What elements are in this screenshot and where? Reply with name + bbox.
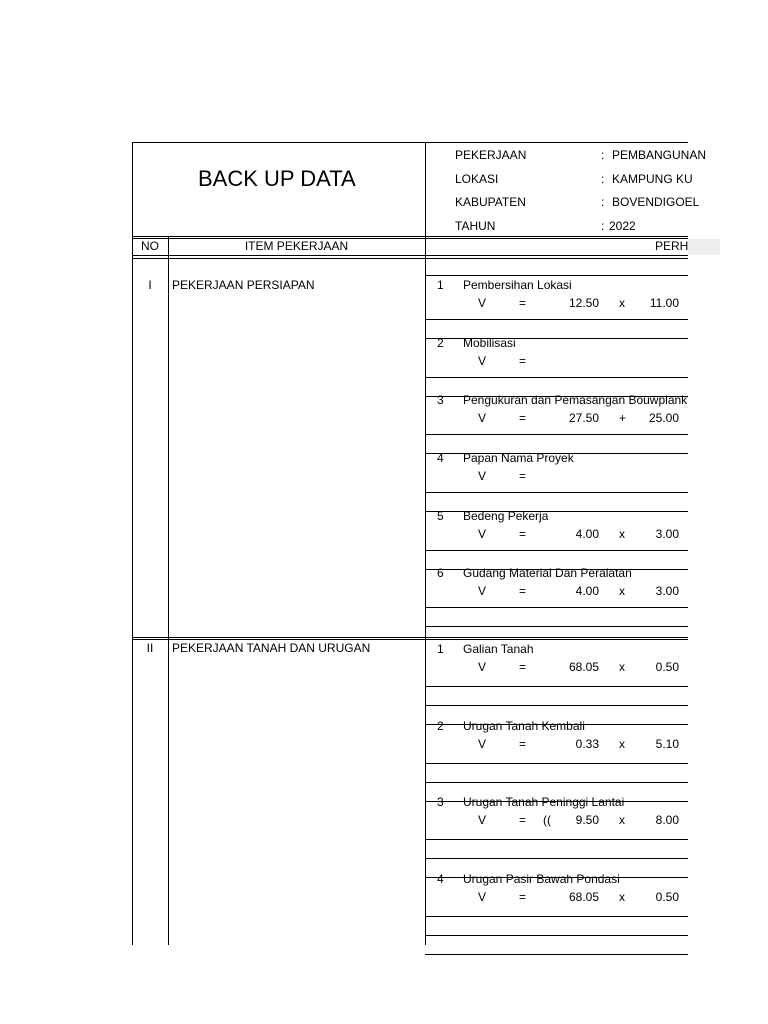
volume-symbol: V — [478, 660, 487, 674]
operator: x — [619, 527, 625, 541]
calc-row-line — [425, 858, 688, 859]
item-number: 2 — [437, 336, 444, 350]
calc-row-line — [425, 607, 688, 608]
info-sep: : — [601, 172, 605, 186]
column-header-no: NO — [141, 239, 159, 253]
info-value: 2022 — [609, 219, 636, 233]
table-border-top — [132, 142, 688, 143]
calc-row-line — [425, 916, 688, 917]
calc-row-line — [425, 275, 688, 276]
equals-sign: = — [519, 354, 527, 368]
volume-symbol: V — [478, 890, 487, 904]
column-divider-no — [168, 237, 169, 945]
info-value: BOVENDIGOEL — [612, 195, 700, 209]
item-name: Urugan Pasir Bawah Pondasi — [463, 872, 620, 886]
column-header-item: ITEM PEKERJAAN — [244, 239, 349, 253]
section-divider — [132, 637, 688, 638]
calc-row-line — [425, 434, 688, 435]
page-title: BACK UP DATA — [198, 166, 356, 191]
item-name: Mobilisasi — [463, 336, 516, 350]
calc-row-line — [425, 686, 688, 687]
item-number: 1 — [437, 642, 444, 656]
header-shade — [688, 239, 720, 255]
operator: x — [619, 584, 625, 598]
equals-sign: = — [519, 411, 527, 425]
equals-sign: = — [519, 469, 527, 483]
table-border-left — [132, 142, 133, 945]
column-header-bottom-line-2 — [132, 258, 688, 259]
item-name: Gudang Material Dan Peralatan — [463, 566, 632, 580]
info-label: KABUPATEN — [455, 195, 526, 209]
value-a: 9.50 — [575, 813, 599, 827]
calc-row-line — [425, 705, 688, 706]
volume-symbol: V — [478, 469, 487, 483]
calc-row-line — [425, 319, 688, 320]
calc-row-line — [425, 782, 688, 783]
volume-symbol: V — [478, 527, 487, 541]
info-sep: : — [601, 195, 605, 209]
value-b: 0.50 — [655, 890, 679, 904]
item-name: Bedeng Pekerja — [463, 509, 549, 523]
calc-row-line — [425, 550, 688, 551]
calc-row-line — [425, 763, 688, 764]
item-name: Papan Nama Proyek — [463, 451, 574, 465]
column-header-calc: PERH — [655, 239, 689, 253]
operator: + — [619, 411, 627, 425]
info-value: PEMBANGUNAN — [612, 148, 707, 162]
calc-row-line — [425, 954, 688, 955]
operator: x — [619, 296, 625, 310]
volume-symbol: V — [478, 737, 487, 751]
info-label: LOKASI — [455, 172, 499, 186]
value-a: 4.00 — [575, 584, 599, 598]
item-name: Galian Tanah — [463, 642, 534, 656]
section-name: PEKERJAAN TANAH DAN URUGAN — [172, 641, 371, 655]
value-a: 0.33 — [575, 737, 599, 751]
item-number: 5 — [437, 509, 444, 523]
item-name: Urugan Tanah Peninggi Lantai — [463, 795, 625, 809]
section-number: I — [148, 278, 152, 292]
calc-row-line — [425, 839, 688, 840]
column-divider-item — [425, 142, 426, 945]
calc-row-line — [425, 626, 688, 627]
info-sep: : — [601, 219, 605, 233]
item-number: 3 — [437, 795, 444, 809]
equals-sign: = — [519, 660, 527, 674]
value-a: 68.05 — [568, 890, 599, 904]
column-header-bottom-line — [132, 255, 688, 256]
equals-sign: = — [519, 737, 527, 751]
volume-symbol: V — [478, 813, 487, 827]
calc-row-line — [425, 492, 688, 493]
item-number: 4 — [437, 872, 444, 886]
value-b: 3.00 — [655, 584, 679, 598]
value-b: 8.00 — [655, 813, 679, 827]
value-a: 4.00 — [575, 527, 599, 541]
operator: x — [619, 737, 625, 751]
equals-sign: = — [519, 296, 527, 310]
item-number: 6 — [437, 566, 444, 580]
calc-row-line — [425, 377, 688, 378]
operator: x — [619, 813, 625, 827]
item-number: 1 — [437, 278, 444, 292]
value-a: 68.05 — [568, 660, 599, 674]
volume-symbol: V — [478, 411, 487, 425]
item-number: 2 — [437, 719, 444, 733]
value-b: 5.10 — [655, 737, 679, 751]
section-number: II — [146, 641, 154, 655]
value-b: 0.50 — [655, 660, 679, 674]
info-label: PEKERJAAN — [455, 148, 527, 162]
item-name: Pembersihan Lokasi — [463, 278, 572, 292]
volume-symbol: V — [478, 354, 487, 368]
equals-sign: = — [519, 813, 527, 827]
value-a: 12.50 — [568, 296, 599, 310]
open-paren: (( — [543, 813, 551, 827]
value-b: 25.00 — [648, 411, 679, 425]
item-name: Pengukuran dan Pemasangan Bouwplank — [463, 393, 688, 407]
item-number: 3 — [437, 393, 444, 407]
calc-row-line — [425, 935, 688, 936]
equals-sign: = — [519, 584, 527, 598]
value-b: 11.00 — [649, 296, 679, 310]
section-divider-2 — [132, 639, 688, 640]
section-name: PEKERJAAN PERSIAPAN — [172, 278, 315, 292]
value-b: 3.00 — [655, 527, 679, 541]
info-sep: : — [601, 148, 605, 162]
volume-symbol: V — [478, 584, 487, 598]
item-number: 4 — [437, 451, 444, 465]
volume-symbol: V — [478, 296, 487, 310]
info-label: TAHUN — [455, 219, 496, 233]
operator: x — [619, 890, 625, 904]
equals-sign: = — [519, 527, 527, 541]
value-a: 27.50 — [568, 411, 599, 425]
operator: x — [619, 660, 625, 674]
equals-sign: = — [519, 890, 527, 904]
info-value: KAMPUNG KU — [612, 172, 693, 186]
header-bottom-line — [132, 236, 688, 237]
item-name: Urugan Tanah Kembali — [463, 719, 585, 733]
